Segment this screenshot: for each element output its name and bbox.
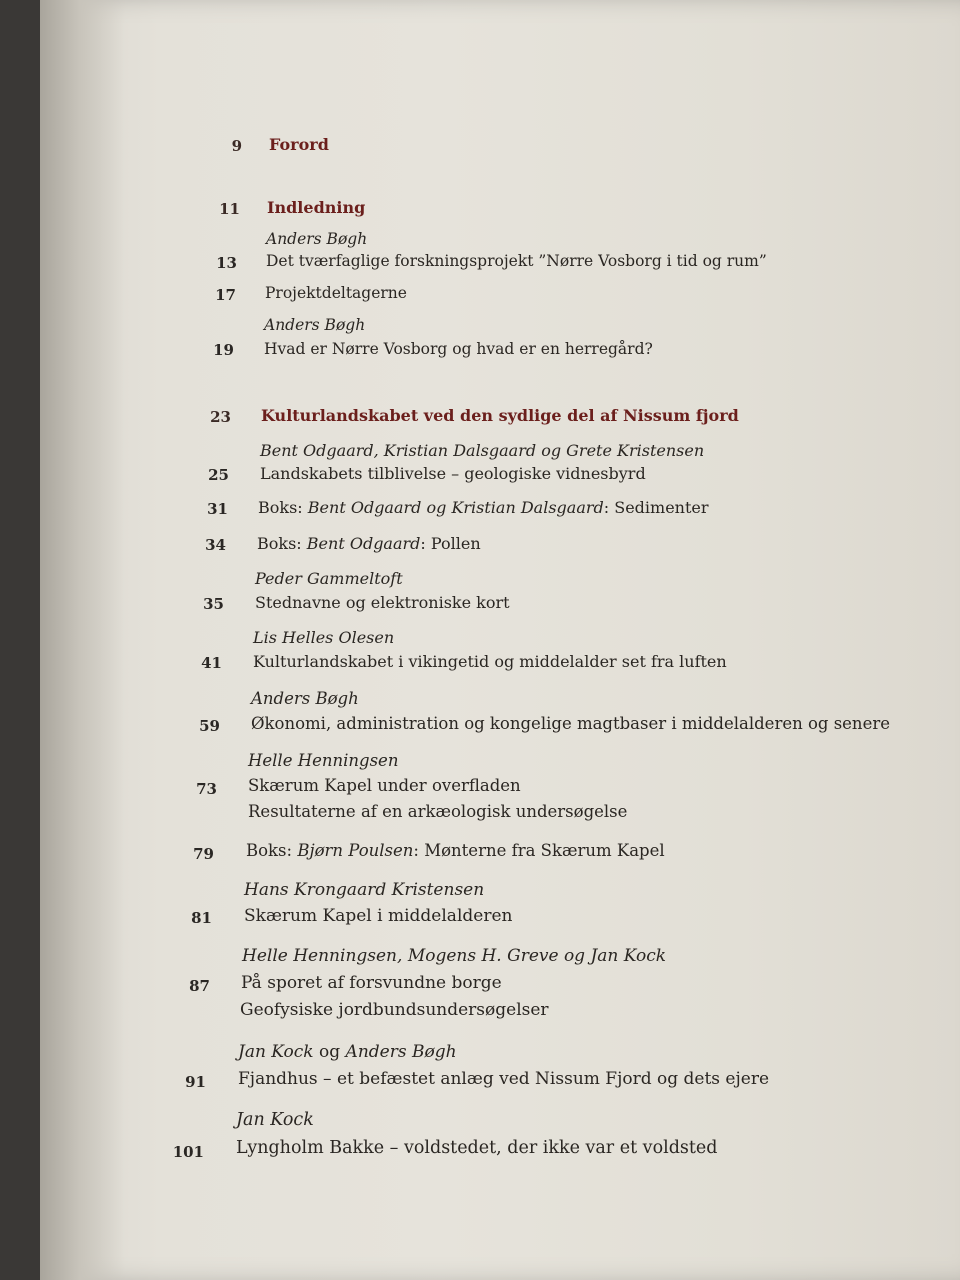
entry-author: Jan Kock	[238, 1042, 314, 1062]
entry-author: Jan Kock	[236, 1110, 314, 1130]
entry-author: Anders Bøgh	[345, 1042, 457, 1062]
entry-title	[257, 534, 481, 553]
entry-title: Skærum Kapel i middelalderen	[244, 906, 513, 926]
entry-title-text: : Mønterne fra Skærum Kapel	[413, 841, 665, 860]
page-number: 31	[207, 500, 228, 518]
page-number: 91	[185, 1073, 206, 1091]
boks-prefix: Boks:	[257, 534, 307, 553]
entry-author: Bjørn Poulsen	[297, 841, 414, 860]
page-number: 35	[203, 595, 224, 613]
entry-author: Hans Krongaard Kristensen	[244, 880, 485, 900]
entry-author: Anders Bøgh	[264, 316, 366, 334]
entry-title: Kulturlandskabet i vikingetid og middelalder set fra luften	[253, 652, 727, 671]
boks-prefix: Boks:	[258, 498, 308, 517]
book-page	[40, 0, 960, 1280]
entry-author: Anders Bøgh	[251, 689, 359, 708]
entry-title: Skærum Kapel under overfladen	[248, 776, 521, 795]
page-number: 25	[208, 466, 229, 484]
entry-subtitle: Geofysiske jordbundsundersøgelser	[240, 1000, 549, 1020]
page-number: 11	[219, 200, 240, 218]
entry-author: Bent Odgaard og Kristian Dalsgaard	[307, 498, 604, 517]
page-number: 17	[215, 286, 236, 304]
entry-title: Landskabets tilblivelse – geologiske vidnesbyrd	[260, 464, 646, 483]
page-number: 41	[201, 654, 222, 672]
page-number: 73	[196, 780, 217, 798]
page-number: 23	[210, 408, 231, 426]
entry-title	[258, 498, 709, 517]
entry-author: Bent Odgaard	[306, 534, 421, 553]
entry-author: Helle Henningsen	[248, 751, 399, 770]
entry-title	[246, 841, 665, 860]
author-join: og	[313, 1042, 346, 1062]
entry-title: Fjandhus – et befæstet anlæg ved Nissum Fjord og dets ejere	[238, 1069, 770, 1089]
section-title: Forord	[269, 135, 329, 154]
entry-author: Peder Gammeltoft	[255, 569, 403, 588]
entry-title: Projektdeltagerne	[265, 284, 407, 302]
entry-author: Helle Henningsen, Mogens H. Greve og Jan Kock	[242, 946, 667, 966]
page-number: 101	[172, 1143, 204, 1161]
entry-subtitle: Resultaterne af en arkæologisk undersøgelse	[248, 802, 628, 821]
page-number: 87	[189, 977, 210, 995]
section-title: Indledning	[267, 198, 366, 217]
entry-authors	[238, 1042, 457, 1062]
page-number: 9	[231, 137, 242, 155]
boks-prefix: Boks:	[246, 841, 298, 860]
page-number: 13	[216, 254, 237, 272]
page-number: 79	[193, 845, 214, 863]
entry-title: På sporet af forsvundne borge	[241, 973, 502, 993]
page-number: 19	[213, 341, 234, 359]
page-number: 59	[199, 717, 220, 735]
page-number: 81	[191, 909, 212, 927]
entry-title: Det tværfaglige forskningsprojekt ”Nørre Vosborg i tid og rum”	[266, 252, 767, 270]
entry-title: Hvad er Nørre Vosborg og hvad er en herregård?	[264, 340, 653, 358]
entry-author: Bent Odgaard, Kristian Dalsgaard og Grete Kristensen	[260, 441, 705, 460]
entry-title: Økonomi, administration og kongelige magtbaser i middelalderen og senere	[251, 714, 890, 733]
entry-title-text: : Sedimenter	[603, 498, 709, 517]
section-title: Kulturlandskabet ved den sydlige del af Nissum fjord	[261, 406, 739, 425]
page-number: 34	[205, 536, 226, 554]
entry-title: Stednavne og elektroniske kort	[255, 593, 510, 612]
page-gutter	[40, 0, 125, 1280]
entry-title: Lyngholm Bakke – voldstedet, der ikke var et voldsted	[236, 1138, 718, 1158]
entry-author: Anders Bøgh	[266, 230, 368, 248]
entry-author: Lis Helles Olesen	[253, 628, 395, 647]
entry-title-text: : Pollen	[420, 534, 481, 553]
